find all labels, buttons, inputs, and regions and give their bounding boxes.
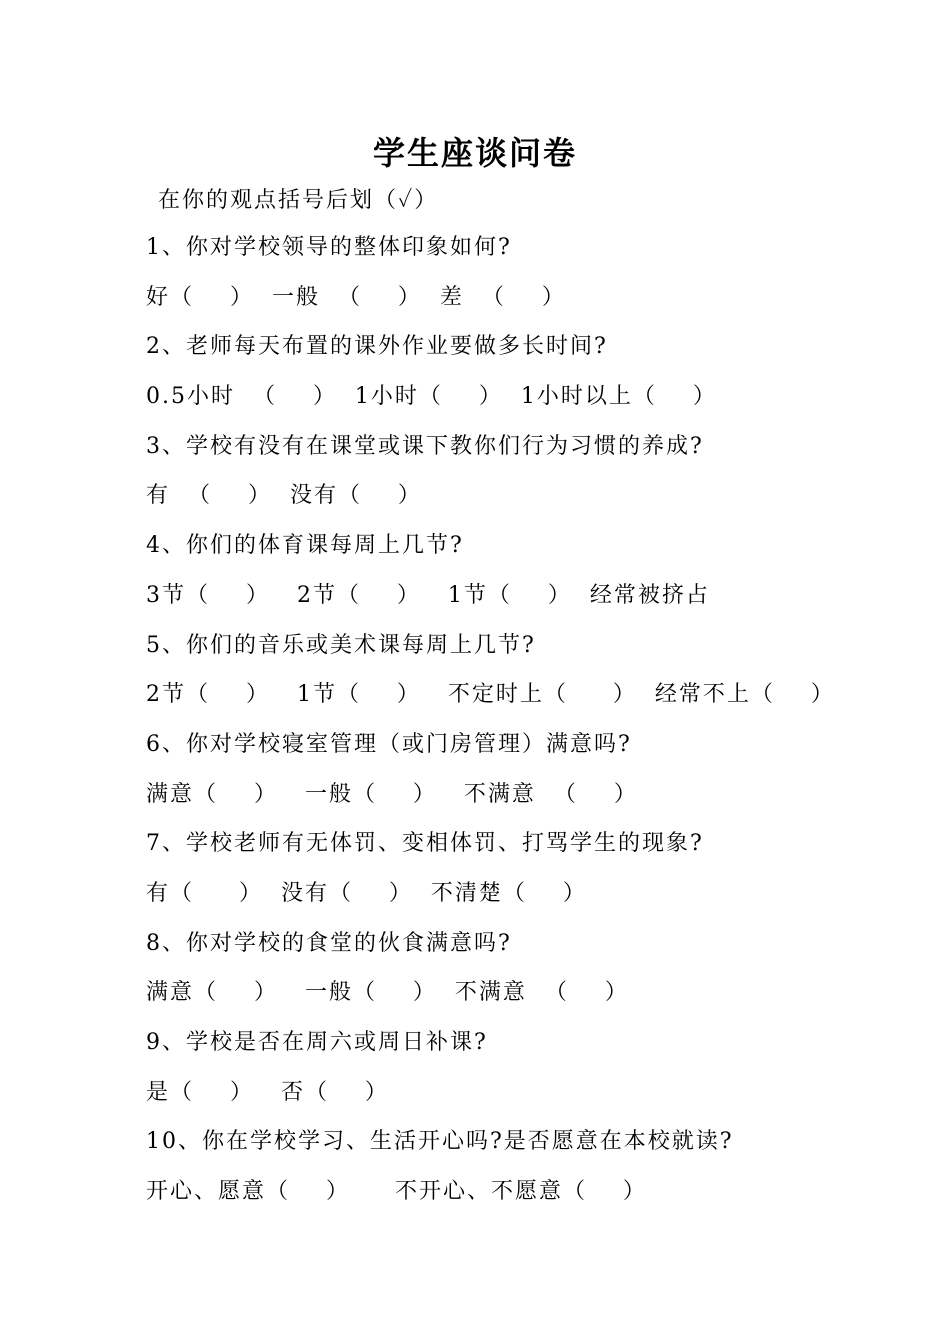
page-title: 学生座谈问卷 [372, 134, 577, 172]
options-1: 好（ ） 一般 （ ） 差 （ ） [146, 284, 566, 310]
question-5: 5、你们的音乐或美术课每周上几节? [146, 632, 536, 658]
options-6: 满意（ ） 一般（ ） 不满意 （ ） [146, 781, 638, 807]
options-7: 有（ ） 没有（ ） 不清楚（ ） [146, 880, 587, 906]
question-10: 10、你在学校学习、生活开心吗?是否愿意在本校就读? [146, 1129, 734, 1155]
question-list [146, 231, 936, 1225]
instruction-text: 在你的观点括号后划（✓） [158, 188, 439, 213]
question-6: 6、你对学校寝室管理（或门房管理）满意吗? [146, 731, 632, 757]
options-4: 3节（ ） 2节（ ） 1节（ ） 经常被挤占 [146, 582, 710, 608]
question-9: 9、学校是否在周六或周日补课? [146, 1030, 488, 1055]
question-2: 2、老师每天布置的课外作业要做多长时间? [146, 334, 608, 360]
question-1: 1、你对学校领导的整体印象如何? [146, 235, 512, 260]
question-7: 7、学校老师有无体罚、变相体罚、打骂学生的现象? [146, 831, 704, 857]
options-3: 有 （ ） 没有（ ） [146, 483, 422, 509]
options-8: 满意（ ） 一般（ ） 不满意 （ ） [146, 980, 629, 1006]
options-2: 0.5小时 （ ） 1小时（ ） 1小时以上（ ） [146, 384, 717, 410]
question-4: 4、你们的体育课每周上几节? [146, 533, 464, 559]
question-8: 8、你对学校的食堂的伙食满意吗? [146, 930, 512, 956]
options-10: 开心、愿意（ ） 不开心、不愿意（ ） [146, 1179, 647, 1205]
options-5: 2节（ ） 1节（ ） 不定时上（ ） 经常不上（ ） [146, 682, 835, 708]
question-3: 3、学校有没有在课堂或课下教你们行为习惯的养成? [146, 433, 704, 459]
options-9: 是（ ） 否（ ） [146, 1079, 389, 1105]
